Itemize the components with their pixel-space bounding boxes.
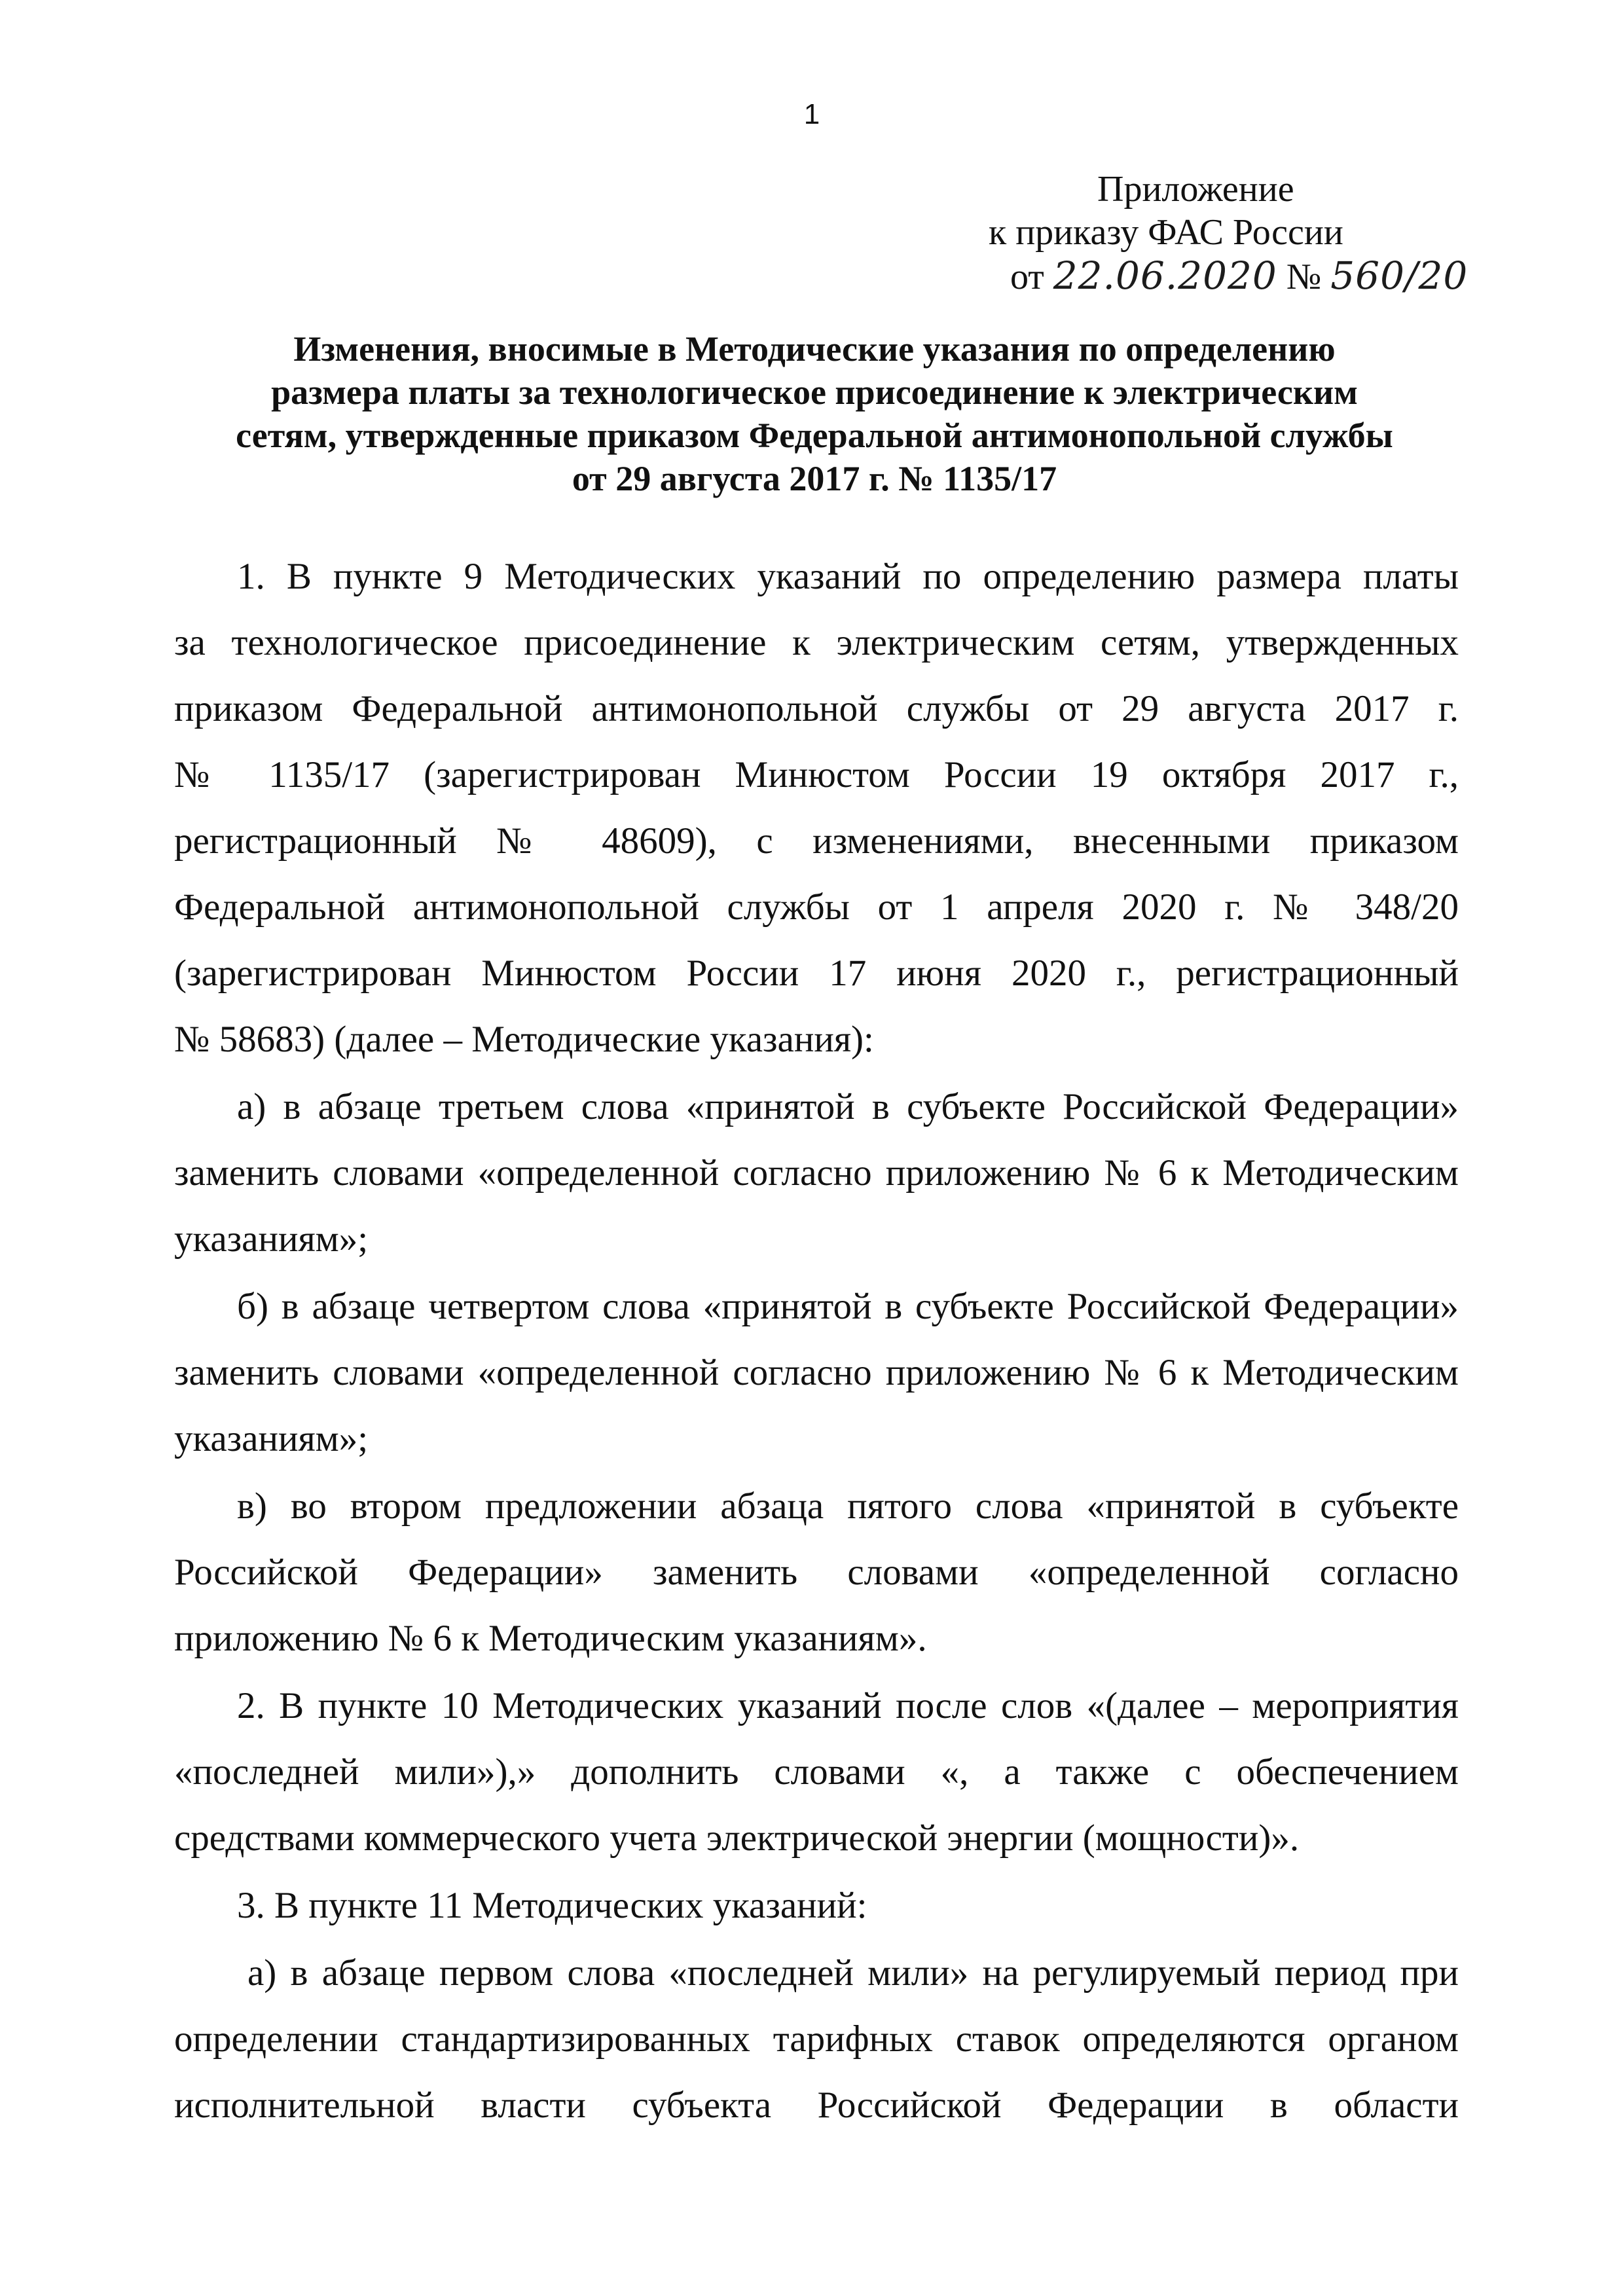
document-body [174, 543, 1459, 2140]
text-line: регистрационный № 48609), с изменениями, внесенными приказом [174, 820, 1459, 862]
text-line: определении стандартизированных тарифных ставок определяются органом [174, 2018, 1459, 2060]
appendix-order-ref: к приказу ФАС России [989, 212, 1343, 253]
paragraph-1a [174, 1074, 1459, 1272]
paragraph-1 [174, 543, 1459, 1072]
text-line: за технологическое присоединение к электрическим сетям, утвержденных [174, 622, 1459, 663]
text-line: заменить словами «определенной согласно приложению № 6 к Методическим [174, 1352, 1459, 1393]
text-line: заменить словами «определенной согласно приложению № 6 к Методическим [174, 1152, 1459, 1194]
text-line: 2. В пункте 10 Методических указаний после слов «(далее – мероприятия [237, 1685, 1459, 1726]
paragraph-3a [174, 1940, 1459, 2138]
text-line: приложению № 6 к Методическим указаниям». [174, 1618, 927, 1659]
text-line: средствами коммерческого учета электрической энергии (мощности)». [174, 1817, 1300, 1859]
paragraph-1c [174, 1473, 1459, 1671]
text-line: б) в абзаце четвертом слова «принятой в субъекте Российской Федерации» [237, 1286, 1459, 1327]
text-line: № 58683) (далее – Методические указания): [174, 1019, 874, 1060]
text-line: а) в абзаце третьем слова «принятой в субъекте Российской Федерации» [237, 1086, 1459, 1127]
text-line: в) во втором предложении абзаца пятого слова «принятой в субъекте [237, 1485, 1459, 1527]
text-line: № 1135/17 (зарегистрирован Минюстом России 19 октября 2017 г., [174, 754, 1459, 795]
page-number: 1 [803, 98, 820, 130]
handwritten-date: 22.06.2020 [1053, 253, 1277, 298]
text-line: Федеральной антимонопольной службы от 1 апреля 2020 г. № 348/20 [174, 886, 1459, 928]
appendix-title: Приложение [1097, 169, 1294, 210]
text-line: 1. В пункте 9 Методических указаний по определению размера платы [237, 556, 1459, 597]
title-line-3: сетям, утвержденные приказом Федеральной антимонопольной службы [236, 416, 1393, 455]
text-line: 3. В пункте 11 Методических указаний: [237, 1885, 867, 1926]
paragraph-1b [174, 1273, 1459, 1472]
date-prefix: от [1010, 257, 1044, 297]
appendix-header [989, 168, 1468, 299]
number-prefix: № [1286, 257, 1322, 297]
text-line: исполнительной власти субъекта Российской Федерации в области [174, 2085, 1459, 2126]
text-line: а) в абзаце первом слова «последней мили» на регулируемый период при [247, 1952, 1459, 1994]
paragraph-2 [174, 1673, 1459, 1871]
appendix-date-line [989, 253, 1468, 299]
document-title [173, 327, 1456, 500]
title-line-2: размера платы за технологическое присоединение к электрическим [271, 373, 1358, 412]
text-line: приказом Федеральной антимонопольной службы от 29 августа 2017 г. [174, 688, 1459, 729]
title-line-4: от 29 августа 2017 г. № 1135/17 [572, 459, 1057, 498]
text-line: (зарегистрирован Минюстом России 17 июня 2020 г., регистрационный [174, 953, 1459, 994]
text-line: указаниям»; [174, 1218, 369, 1260]
text-line: указаниям»; [174, 1418, 369, 1459]
text-line: «последней мили»),» дополнить словами «, а также с обеспечением [174, 1751, 1459, 1793]
paragraph-3 [174, 1872, 1459, 1939]
handwritten-order-number: 560/20 [1330, 253, 1468, 298]
text-line: Российской Федерации» заменить словами «определенной согласно [174, 1552, 1459, 1593]
title-line-1: Изменения, вносимые в Методические указания по определению [293, 329, 1336, 369]
